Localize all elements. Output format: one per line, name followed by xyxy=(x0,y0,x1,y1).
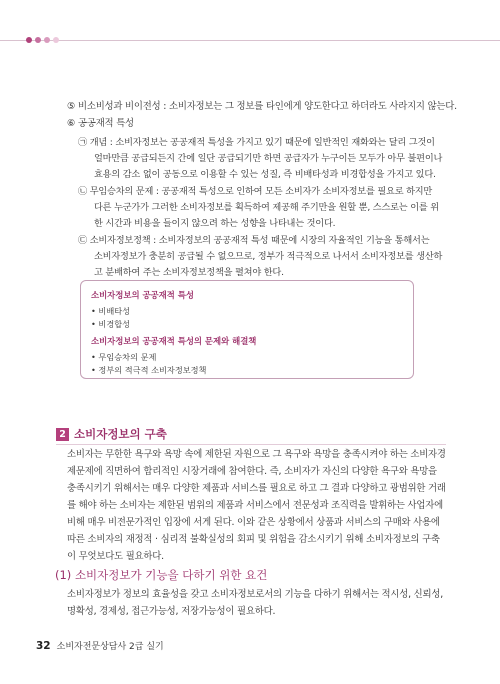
summary-box-item: • 비배타성 xyxy=(91,306,131,316)
subsection-paragraph-line: 소비자정보가 정보의 효율성을 갖고 소비자정보로서의 기능을 다하기 위해서는 적시성, 신뢰성, xyxy=(67,589,443,600)
summary-box xyxy=(80,280,414,379)
summary-box-title: 소비자정보의 공공재적 특성 xyxy=(91,290,194,300)
summary-box-title: 소비자정보의 공공재적 특성의 문제와 해결책 xyxy=(91,336,257,346)
item-6-line: ㉢ 소비자정보정책 : 소비자정보의 공공재적 특성 때문에 시장의 자율적인 기능을 통해서는 xyxy=(78,235,430,246)
header-dots xyxy=(26,37,59,43)
section-paragraph-line: 를 해야 하는 소비자는 제한된 범위의 제품과 서비스에서 전문성과 조직력을 발휘하는 사업자에 xyxy=(67,500,443,511)
subsection-paragraph-line: 명확성, 경제성, 접근가능성, 저장가능성이 필요하다. xyxy=(67,606,276,617)
dot-decoration xyxy=(35,37,41,43)
item-6-line: 다른 누군가가 그러한 소비자정보를 획득하여 제공해 주기만을 원할 뿐, 스스로는 이를 위 xyxy=(94,202,439,213)
section-paragraph-line: 이 무엇보다도 필요하다. xyxy=(67,551,164,562)
item-6-line: 얼마만큼 공급되든지 간에 일단 공급되기만 하면 공급자가 누구이든 모두가 아무 불편이나 xyxy=(94,153,443,164)
dot-decoration xyxy=(26,37,32,43)
dot-decoration xyxy=(44,37,50,43)
summary-box-item: • 비경합성 xyxy=(91,319,131,329)
item-6-line: 소비자정보가 충분히 공급될 수 없으므로, 정부가 적극적으로 나서서 소비자정보를 생산하 xyxy=(94,251,443,262)
dot-decoration xyxy=(53,37,59,43)
header-rule xyxy=(0,40,500,41)
section-title: 소비자정보의 구축 xyxy=(74,427,167,441)
summary-box-item: • 무임승차의 문제 xyxy=(91,352,157,362)
section-rule xyxy=(56,444,446,445)
summary-box-item: • 정부의 적극적 소비자정보정책 xyxy=(91,365,207,375)
section-paragraph-line: 소비자는 무한한 욕구와 욕망 속에 제한된 자원으로 그 욕구와 욕망을 충족시켜야 하는 소비자경 xyxy=(67,449,446,460)
page-number: 32 xyxy=(36,640,51,652)
section-paragraph-line: 따른 소비자의 재정적 · 심리적 불확실성의 회피 및 위험을 감소시키기 위해 소비자정보의 구축 xyxy=(67,534,440,545)
book-title: 소비자전문상담사 2급 실기 xyxy=(56,642,164,652)
item-6-line: ㉡ 무임승차의 문제 : 공공재적 특성으로 인하여 모든 소비자가 소비자정보를 필요로 하지만 xyxy=(78,186,433,197)
section-number-badge: 2 xyxy=(56,428,69,441)
page-footer xyxy=(36,640,164,653)
section-paragraph-line: 비해 매우 비전문가적인 입장에 서게 된다. 이와 같은 상황에서 상품과 서비스의 구매와 사용에 xyxy=(67,517,440,528)
subsection-heading: (1) 소비자정보가 기능을 다하기 위한 요건 xyxy=(55,568,268,582)
item-6-heading: ⑥ 공공재적 특성 xyxy=(67,118,134,129)
item-6-line: 효용의 감소 없이 공동으로 이용할 수 있는 성질, 즉 비배타성과 비경합성을 가지고 있다. xyxy=(94,169,436,180)
item-5-text: ⑤ 비소비성과 비이전성 : 소비자정보는 그 정보를 타인에게 양도한다고 하더라도 사라지지 않는다. xyxy=(67,101,457,112)
item-6-line: 한 시간과 비용을 들이지 않으려 하는 성향을 나타내는 것이다. xyxy=(94,218,336,229)
item-6-line: ㉠ 개념 : 소비자정보는 공공재적 특성을 가지고 있기 때문에 일반적인 재화와는 달리 그것이 xyxy=(78,137,435,148)
item-6-line: 고 분배하여 주는 소비자정보정책을 펼쳐야 한다. xyxy=(94,267,284,278)
section-paragraph-line: 충족시키기 위해서는 매우 다양한 제품과 서비스를 필요로 하고 그 결과 다양하고 광범위한 거래 xyxy=(67,483,446,494)
section-paragraph-line: 제문제에 직면하여 합리적인 시장거래에 참여한다. 즉, 소비자가 자신의 다양한 욕구와 욕망을 xyxy=(67,466,437,477)
